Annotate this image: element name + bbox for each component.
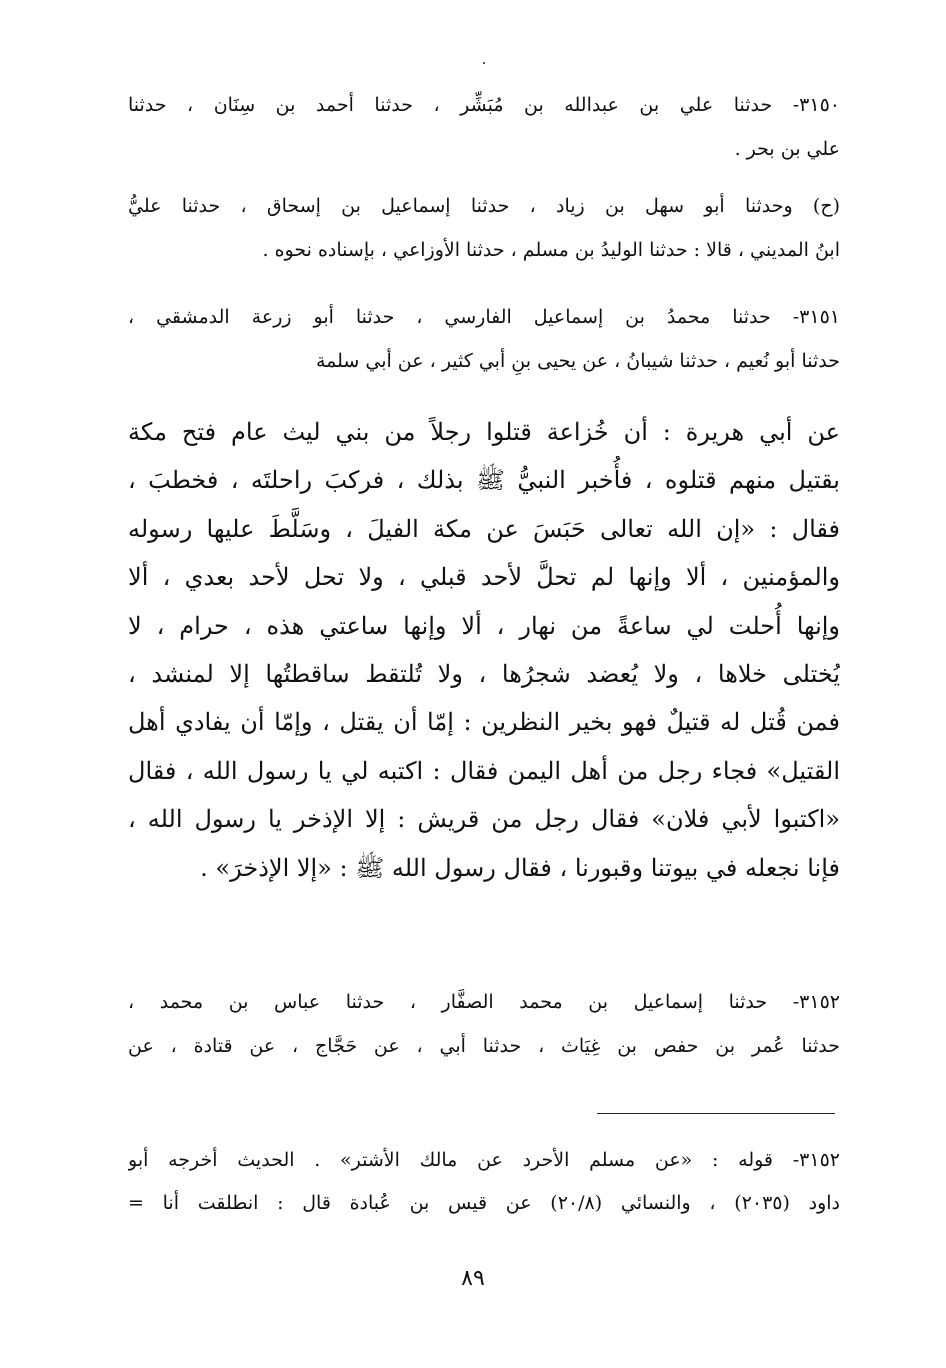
- text-line: فإنا نجعله في بيوتنا وقبورنا ، فقال رسول الله ﷺ : «إلا الإذخرَ» .: [200, 853, 840, 882]
- page-mark: [483, 62, 485, 64]
- hadith-3151-paragraph: [128, 295, 840, 383]
- footnote-line: ٣١٥٢- قوله : «عن مسلم الأحرد عن مالك الأشتر» . الحديث أخرجه أبو: [128, 1149, 840, 1171]
- text-line: القتيل» فجاء رجل من أهل اليمن فقال : اكتبه لي يا رسول الله ، فقال: [128, 756, 840, 785]
- hadith-3152-paragraph: [128, 980, 840, 1068]
- hadith-3150-paragraph: [128, 83, 840, 171]
- text-line: (ح) وحدثنا أبو سهل بن زياد ، حدثنا إسماعيل بن إسحاق ، حدثنا عليُّ: [128, 195, 840, 217]
- text-line: حدثنا عُمر بن حفص بن غِيَاث ، حدثنا أبي ، عن حَجَّاج ، عن قتادة ، عن: [128, 1035, 840, 1057]
- text-line: ٣١٥٢- حدثنا إسماعيل بن محمد الصفَّار ، حدثنا عباس بن محمد ،: [128, 991, 840, 1013]
- text-line: ٣١٥٠- حدثنا علي بن عبدالله بن مُبَشِّر ، حدثنا أحمد بن سِنَان ، حدثنا: [128, 94, 840, 116]
- text-line: ابنُ المديني ، قالا : حدثنا الوليدُ بن مسلم ، حدثنا الأوزاعي ، بإسناده نحوه .: [262, 239, 840, 261]
- text-line: «اكتبوا لأبي فلان» فقال رجل من قريش : إلا الإذخر يا رسول الله ،: [128, 805, 840, 834]
- text-line: عن أبي هريرة : أن خُزاعة قتلوا رجلاً من بني ليث عام فتح مكة: [128, 418, 840, 446]
- text-line: ٣١٥١- حدثنا محمدُ بن إسماعيل الفارسي ، حدثنا أبو زرعة الدمشقي ،: [128, 306, 840, 328]
- text-line: وإنها أُحلت لي ساعةً من نهار ، ألا وإنها ساعتي هذه ، حرام ، لا: [128, 611, 840, 640]
- text-line: بقتيل منهم قتلوه ، فأُخبر النبيُّ ﷺ بذلك ، فركبَ راحلتَه ، فخطبَ ،: [128, 466, 840, 495]
- text-line: والمؤمنين ، ألا وإنها لم تحلَّ لأحد قبلي ، ولا تحل لأحد بعدي ، ألا: [128, 563, 840, 592]
- footnote-line: داود (٢٠٣٥) ، والنسائي (٢٠/٨) عن قيس بن عُبادة قال : انطلقت أنا =: [128, 1192, 840, 1214]
- footnote-separator: [597, 1113, 835, 1114]
- text-line: علي بن بحر .: [734, 138, 840, 160]
- page-number: ٨٩: [461, 1266, 485, 1291]
- chain-variant-paragraph: [128, 184, 840, 272]
- text-line: حدثنا أبو نُعيم ، حدثنا شيبانُ ، عن يحيى بنِ أبي كثير ، عن أبي سلمة: [315, 350, 840, 372]
- footnote: [128, 1139, 840, 1225]
- text-line: يُختلى خلاها ، ولا يُعضد شجرُها ، ولا تُلتقط ساقطتُها إلا لمنشد ،: [128, 659, 840, 688]
- text-line: فمن قُتل له قتيلٌ فهو بخير النظرين : إمّا أن يقتل ، وإمّا أن يفادي أهل: [128, 708, 840, 737]
- hadith-main-text: [128, 408, 840, 892]
- text-line: فقال : «إن الله تعالى حَبَسَ عن مكة الفيلَ ، وسَلَّطَ عليها رسوله: [128, 514, 840, 543]
